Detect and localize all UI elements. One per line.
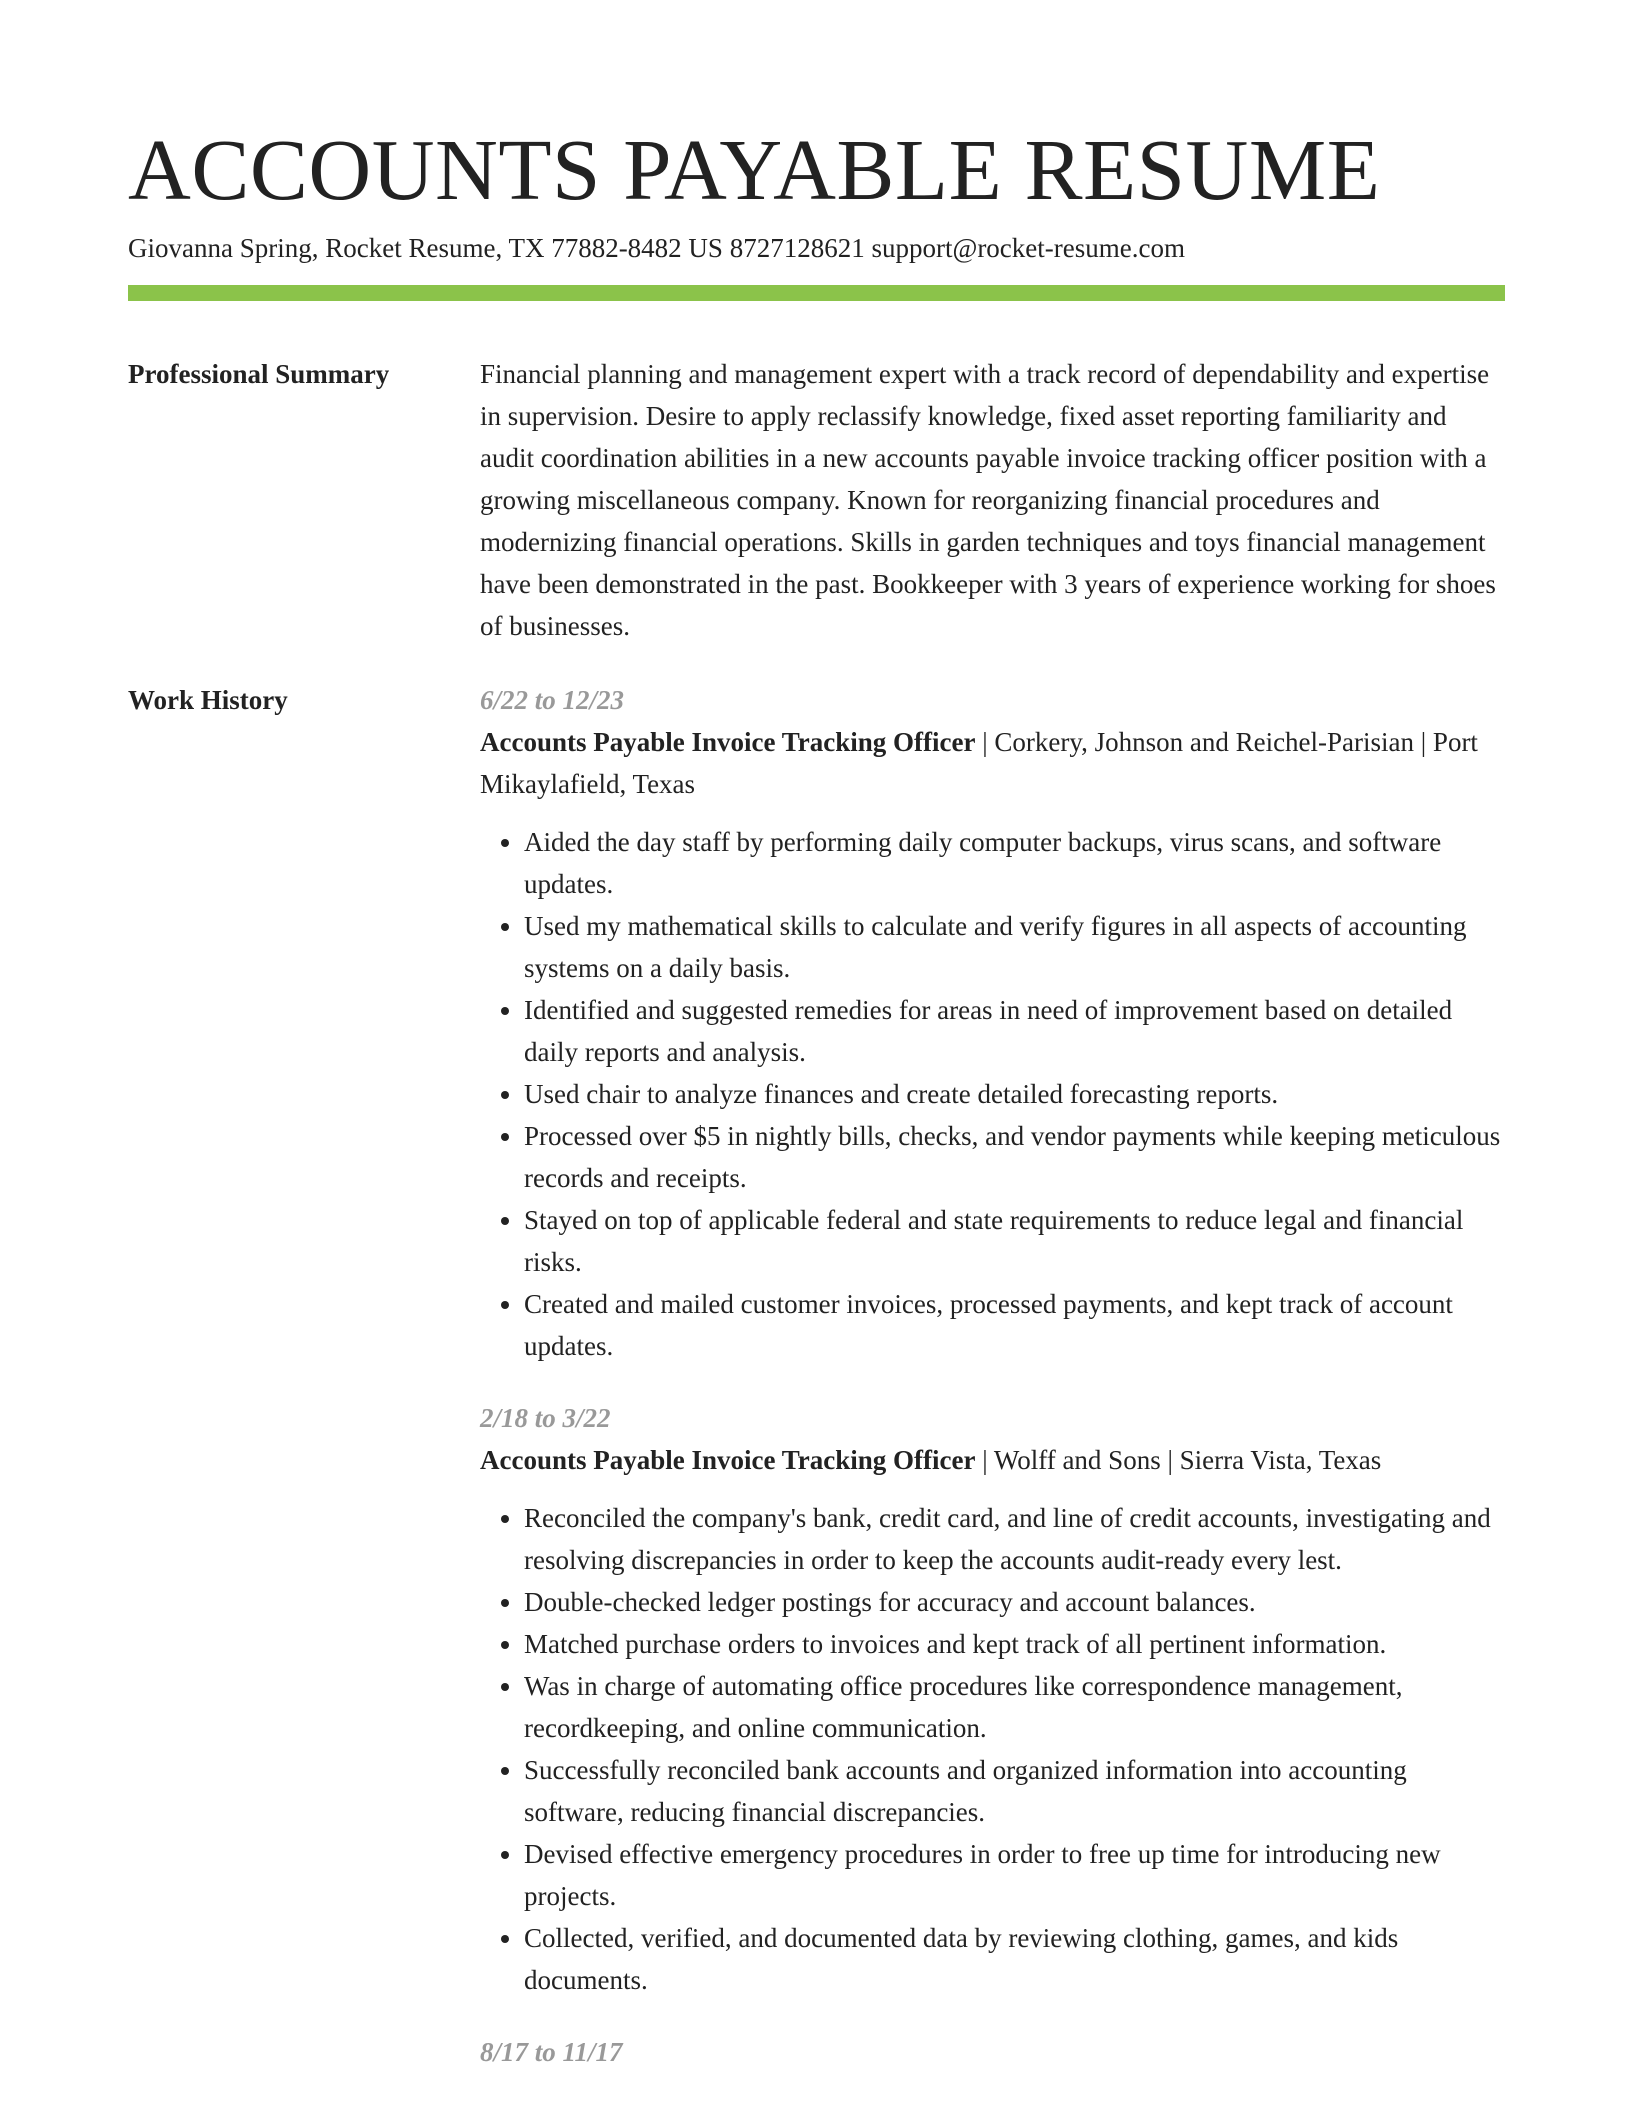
- job-duty: • Aided the day staff by performing daily computer backups, virus scans, and software updates.: [524, 821, 1505, 905]
- job-duty: • Stayed on top of applicable federal and state requirements to reduce legal and financial risks.: [524, 1199, 1505, 1283]
- job-duty: • Double-checked ledger postings for accuracy and account balances.: [524, 1581, 1505, 1623]
- job-duty: • Devised effective emergency procedures in order to free up time for introducing new projects.: [524, 1833, 1505, 1917]
- job-duty: • Reconciled the company's bank, credit card, and line of credit accounts, investigating and resolving discrepancies in order to keep the accounts audit-ready every lest.: [524, 1497, 1505, 1581]
- job-duty: • Was in charge of automating office procedures like correspondence management, recordkeeping, and online communication.: [524, 1665, 1505, 1749]
- work-history-heading: Work History: [128, 685, 288, 715]
- summary-section: [128, 353, 1505, 647]
- job-duty: • Successfully reconciled bank accounts and organized information into accounting software, reducing financial discrepancies.: [524, 1749, 1505, 1833]
- job-duty: • Identified and suggested remedies for areas in need of improvement based on detailed daily reports and analysis.: [524, 989, 1505, 1073]
- job-entry: [480, 679, 1505, 1367]
- job-duty: • Used my mathematical skills to calculate and verify figures in all aspects of accounting systems on a daily basis.: [524, 905, 1505, 989]
- job-duty: • Used chair to analyze finances and create detailed forecasting reports.: [524, 1073, 1505, 1115]
- summary-text: Financial planning and management expert with a track record of dependability and expertise in supervision. Desire to apply reclassify knowledge, fixed asset reporting familiarity and audit coordination abilities in a new accounts payable invoice tracking officer position with a growing miscellaneous company. Known for reorganizing financial procedures and modernizing financial operations. Skills in garden techniques and toys financial management have been demonstrated in the past. Bookkeeper with 3 years of experience working for shoes of businesses.: [480, 359, 1496, 641]
- contact-line: Giovanna Spring, Rocket Resume, TX 77882-8482 US 8727128621 support@rocket-resume.com: [128, 233, 1185, 263]
- job-duties-list: [480, 1497, 1505, 2001]
- resume-page: [128, 120, 1505, 2073]
- summary-heading: Professional Summary: [128, 359, 390, 389]
- work-history-section: [128, 679, 1505, 2073]
- job-employer-location: | Corkery, Johnson and Reichel-Parisian | Port Mikaylafield, Texas: [480, 727, 1478, 799]
- job-entry: [480, 2031, 1505, 2073]
- work-history-body: [480, 679, 1505, 2073]
- accent-divider: [128, 285, 1505, 301]
- job-duty: • Created and mailed customer invoices, processed payments, and kept track of account updates.: [524, 1283, 1505, 1367]
- job-employer-location: | Wolff and Sons | Sierra Vista, Texas: [975, 1445, 1382, 1475]
- job-dates: 8/17 to 11/17: [480, 2037, 623, 2067]
- job-heading: [480, 721, 1505, 805]
- job-duty: • Processed over $5 in nightly bills, checks, and vendor payments while keeping meticulous records and receipts.: [524, 1115, 1505, 1199]
- job-title: Accounts Payable Invoice Tracking Officer: [480, 727, 976, 757]
- job-duty: • Matched purchase orders to invoices and kept track of all pertinent information.: [524, 1623, 1505, 1665]
- job-heading: [480, 1439, 1505, 1481]
- summary-body: [480, 353, 1505, 647]
- resume-title: ACCOUNTS PAYABLE RESUME: [128, 121, 1381, 218]
- job-duties-list: [480, 821, 1505, 1367]
- job-dates: 2/18 to 3/22: [480, 1403, 611, 1433]
- job-duty: • Collected, verified, and documented data by reviewing clothing, games, and kids documents.: [524, 1917, 1505, 2001]
- job-title: Accounts Payable Invoice Tracking Officer: [480, 1445, 976, 1475]
- job-dates: 6/22 to 12/23: [480, 685, 625, 715]
- job-entry: [480, 1397, 1505, 2001]
